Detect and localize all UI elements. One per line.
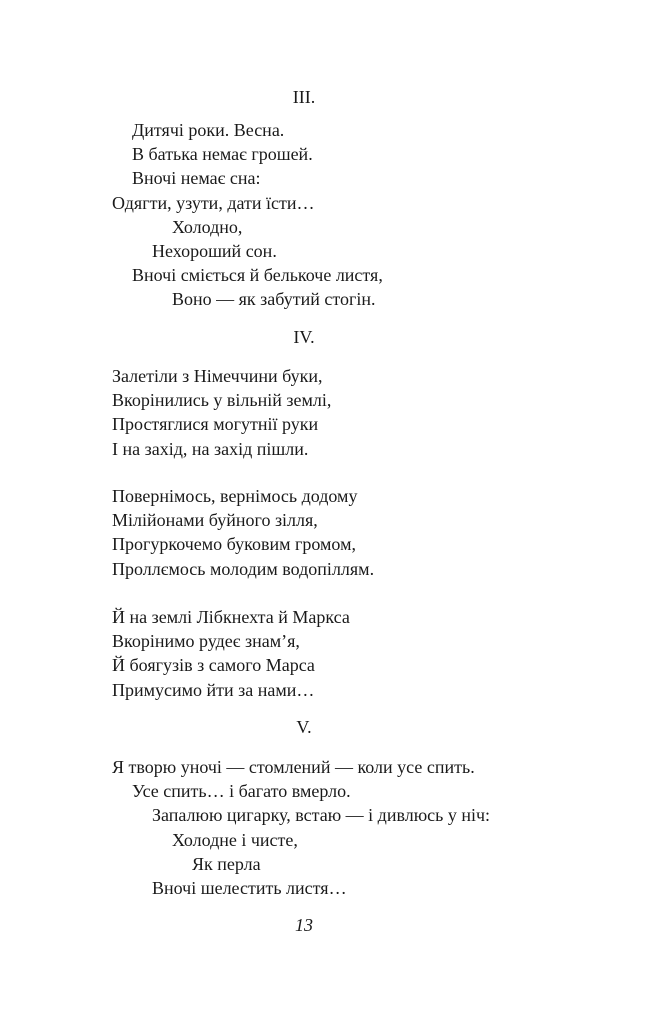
poem-line: Дитячі роки. Весна. — [132, 120, 285, 140]
poem-line: Воно — як забутий стогін. — [172, 289, 376, 310]
section-heading-iv: IV. — [293, 327, 315, 347]
poem-line: Вночі шелестить листя… — [152, 878, 347, 899]
poem-line: Мілійонами буйного зілля, — [112, 510, 318, 531]
poem-line: Залетіли з Німеччини буки, — [112, 366, 323, 386]
poem-line: В батька немає грошей. — [132, 144, 313, 165]
poem-line: Прогуркочемо буковим громом, — [112, 534, 356, 555]
stanza-iv-2 — [112, 484, 632, 581]
poem-line: Проллємось молодим водопіллям. — [112, 558, 375, 579]
stanza-v-1 — [112, 755, 632, 900]
poem-line: Вкорінились у вільній землі, — [112, 390, 332, 411]
stanza-iv-3 — [112, 605, 632, 702]
poem-line: Простяглися могутнії руки — [112, 414, 319, 435]
poem-line: Примусимо йти за нами… — [112, 679, 315, 700]
poem-line: Вночі сміється й белькоче листя, — [132, 265, 383, 286]
poem-line: Одягти, узути, дати їсти… — [112, 192, 315, 213]
poem-line: Запалюю цигарку, встаю — і дивлюсь у ніч: — [152, 805, 491, 826]
poem-line: Холодне і чисте, — [172, 829, 298, 850]
page-number: 13 — [295, 915, 313, 935]
stanza-iv-1 — [112, 364, 632, 461]
poem-line: Я творю уночі — стомлений — коли усе спить. — [112, 757, 475, 777]
poem-line: Нехороший сон. — [152, 241, 277, 262]
poem-line: Й боягузів з самого Марса — [112, 655, 315, 676]
poem-line: Вночі немає сна: — [132, 168, 261, 189]
section-heading-iii: III. — [292, 87, 316, 107]
poem-line: Холодно, — [172, 216, 243, 237]
section-heading-v: V. — [296, 717, 312, 737]
stanza-iii-1 — [112, 118, 632, 312]
poem-line: І на захід, на захід пішли. — [112, 438, 309, 459]
poem-line: Вкорінимо рудеє знам’я, — [112, 631, 300, 652]
poem-line: Як перла — [192, 853, 261, 874]
poem-line: Усе спить… і багато вмерло. — [132, 781, 351, 802]
poem-line: Й на землі Лібкнехта й Маркса — [112, 607, 350, 627]
poem-line: Повернімось, вернімось додому — [112, 486, 358, 506]
